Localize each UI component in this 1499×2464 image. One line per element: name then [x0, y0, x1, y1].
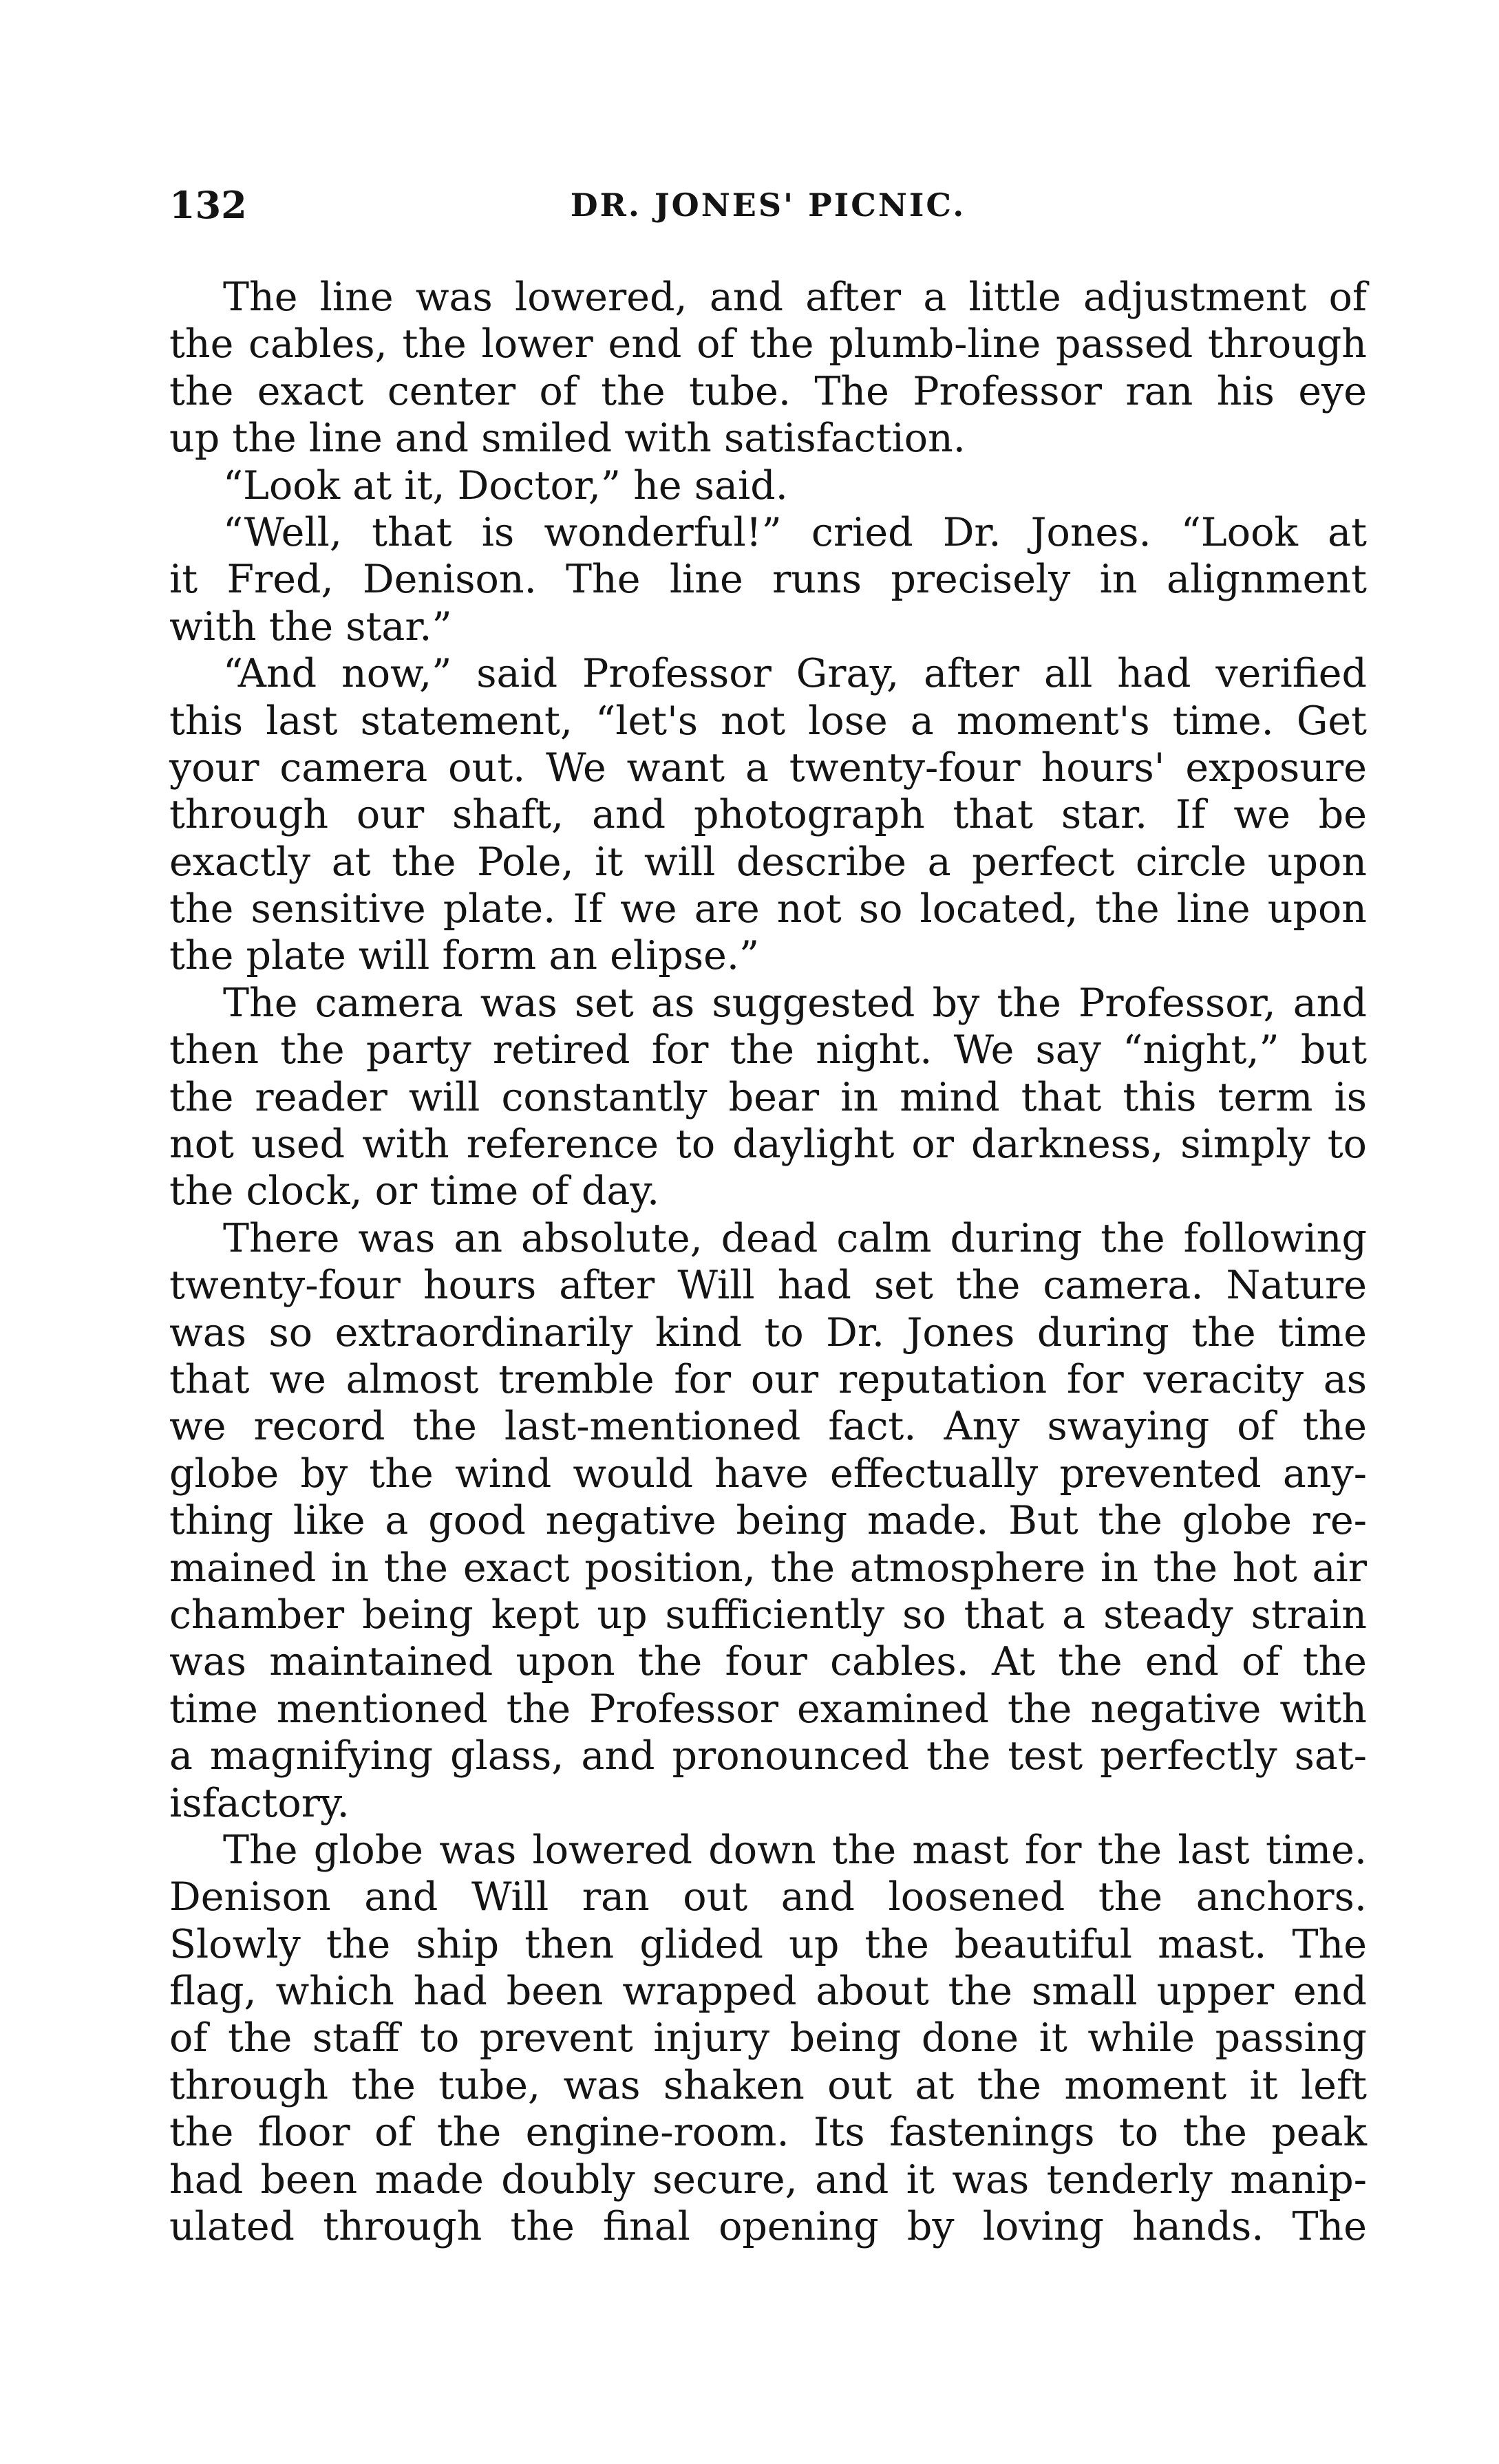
text-line: The globe was lowered down the mast for the last time. [223, 1827, 1367, 1873]
text-line: time mentioned the Professor examined the negative with [169, 1686, 1367, 1732]
text-line: the clock, or time of day. [169, 1168, 660, 1214]
text-line: that we almost tremble for our reputation for veracity as [169, 1356, 1367, 1402]
text-line: The line was lowered, and after a little adjustment of [223, 275, 1367, 320]
text-line: was maintained upon the four cables. At the end of the [169, 1639, 1367, 1685]
text-line: the sensitive plate. If we are not so located, the line upon [169, 886, 1367, 932]
page-header [169, 178, 1367, 233]
text-line: thing like a good negative being made. But the globe re- [169, 1498, 1367, 1544]
text-line: ulated through the final opening by loving hands. The [169, 2204, 1367, 2250]
text-line: through our shaft, and photograph that star. If we be [169, 792, 1367, 838]
text-line: the exact center of the tube. The Professor ran his eye [169, 368, 1367, 414]
text-line: exactly at the Pole, it will describe a perfect circle upon [169, 839, 1367, 885]
page-number: 132 [169, 183, 247, 227]
text-line: flag, which had been wrapped about the small upper end [169, 1969, 1367, 2015]
text-line: up the line and smiled with satisfaction. [169, 416, 966, 462]
text-line: The camera was set as suggested by the Professor, and [223, 980, 1367, 1026]
text-line: “And now,” said Professor Gray, after all had verified [223, 651, 1367, 697]
text-line: with the star.” [169, 603, 452, 650]
text-line: was so extraordinarily kind to Dr. Jones during the time [169, 1309, 1367, 1356]
running-head: DR. JONES' PICNIC. [570, 186, 966, 224]
body-text [169, 274, 1367, 2250]
text-line: it Fred, Denison. The line runs precisely in alignment [169, 557, 1367, 603]
text-line: There was an absolute, dead calm during the following [223, 1215, 1367, 1261]
text-line: mained in the exact position, the atmosphere in the hot air [169, 1545, 1367, 1591]
text-line: globe by the wind would have effectually prevented any- [169, 1450, 1367, 1497]
text-line: Slowly the ship then glided up the beautiful mast. The [169, 1921, 1367, 1967]
text-line: twenty-four hours after Will had set the camera. Nature [169, 1263, 1367, 1309]
text-line: chamber being kept up sufficiently so that a steady strain [169, 1592, 1367, 1638]
text-line: Denison and Will ran out and loosened the anchors. [169, 1874, 1367, 1920]
text-line: the floor of the engine-room. Its fastenings to the peak [169, 2110, 1367, 2156]
text-line: through the tube, was shaken out at the moment it left [169, 2062, 1367, 2108]
text-line: the cables, the lower end of the plumb-line passed through [169, 321, 1367, 367]
text-line: the plate will form an elipse.” [169, 933, 760, 979]
text-line: the reader will constantly bear in mind that this term is [169, 1074, 1367, 1120]
text-line: not used with reference to daylight or darkness, simply to [169, 1122, 1367, 1168]
text-line: we record the last-mentioned fact. Any swaying of the [169, 1404, 1367, 1450]
text-line: your camera out. We want a twenty-four hours' exposure [169, 744, 1367, 791]
text-line: a magnifying glass, and pronounced the test perfectly sat- [169, 1733, 1367, 1779]
text-line: this last statement, “let's not lose a moment's time. Get [169, 698, 1367, 744]
text-line: of the staff to prevent injury being done it while passing [169, 2015, 1367, 2061]
text-line: “Well, that is wonderful!” cried Dr. Jones. “Look at [223, 509, 1367, 555]
text-line: had been made doubly secure, and it was tenderly manip- [169, 2156, 1367, 2203]
text-line: “Look at it, Doctor,” he said. [223, 462, 788, 508]
text-line: then the party retired for the night. We say “night,” but [169, 1027, 1367, 1073]
text-line: isfactory. [169, 1780, 350, 1826]
